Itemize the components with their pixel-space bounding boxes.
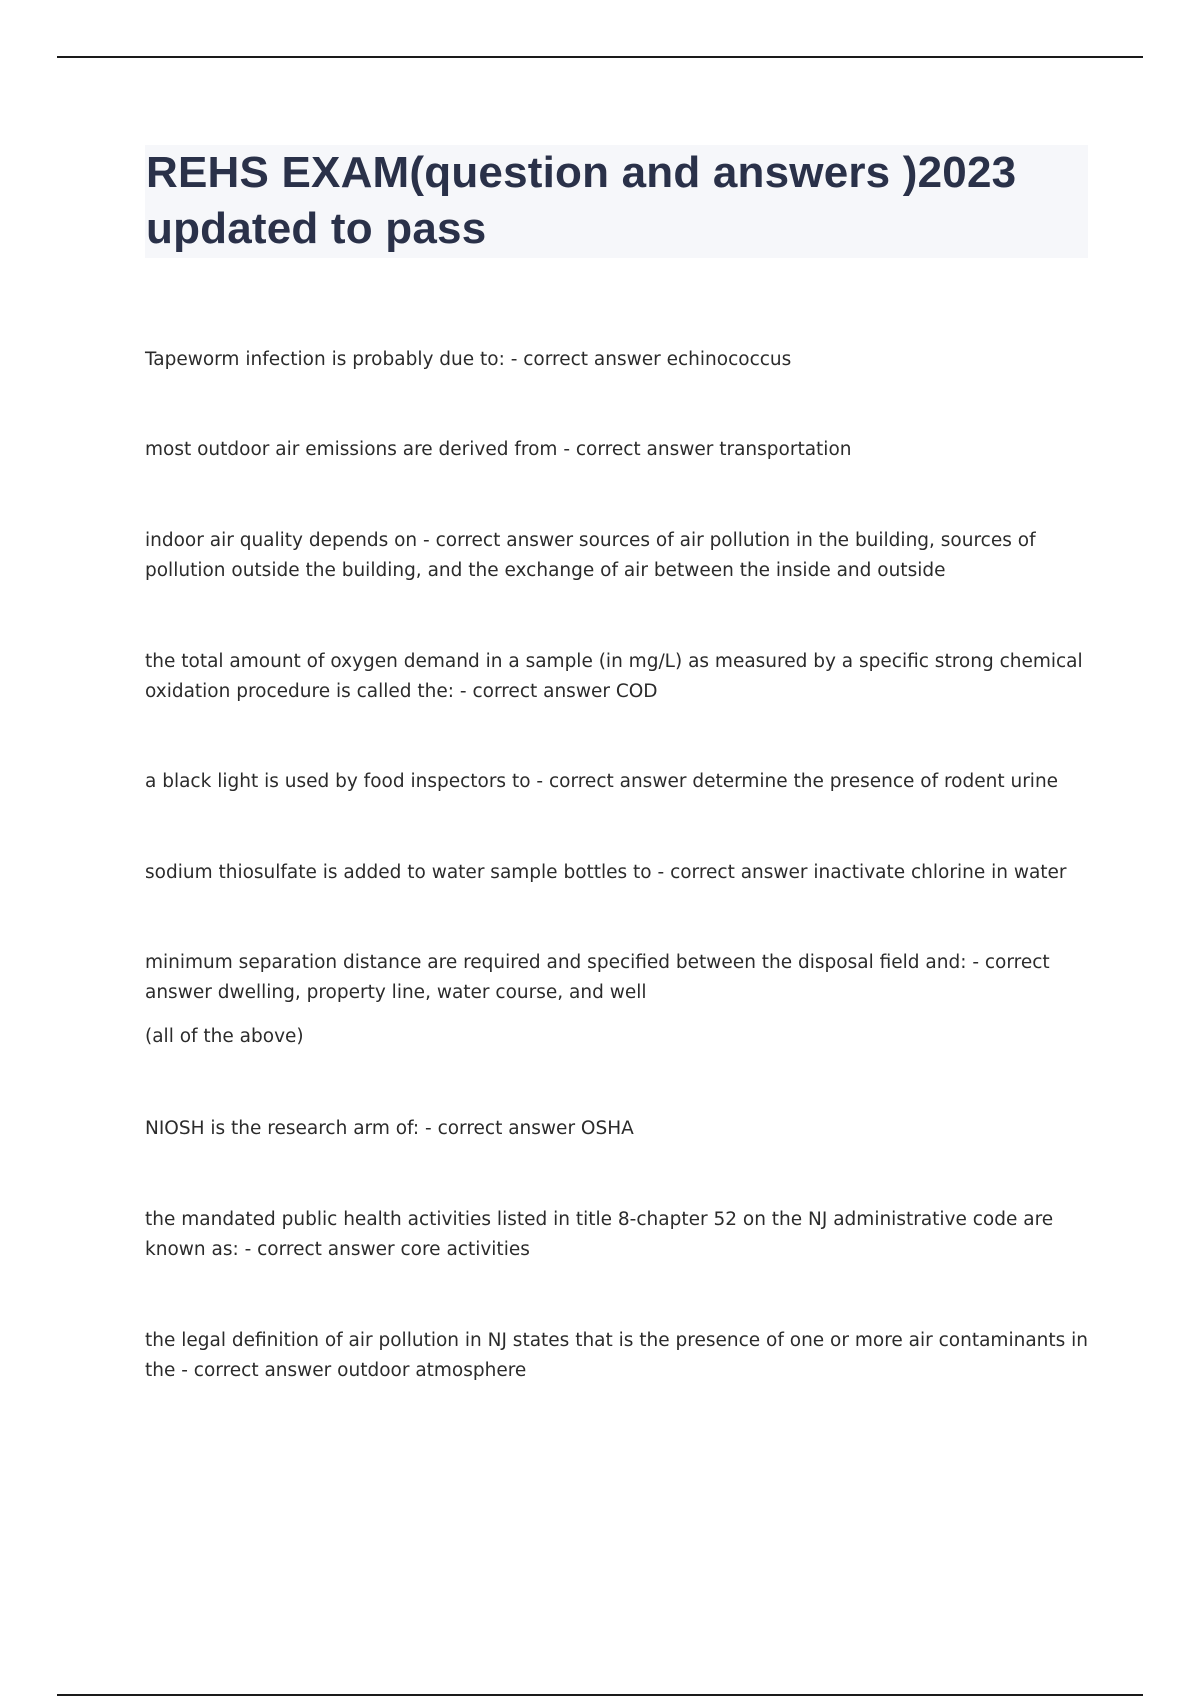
qa-item-3 [145, 526, 1100, 586]
qa-item-2 [145, 435, 1100, 465]
qa-item-text: minimum separation distance are required and specified between the disposal field and: - correct answer dwelling, property line, water course, and well [145, 952, 1050, 1003]
qa-item-text: indoor air quality depends on - correct answer sources of air pollution in the building, sources of pollution outside the building, and the exchange of air between the inside and outside [145, 530, 1036, 581]
title-block [145, 145, 1088, 258]
qa-item-8 [145, 1114, 1100, 1144]
bottom-rule [57, 1694, 1143, 1696]
qa-item-text: the total amount of oxygen demand in a sample (in mg/L) as measured by a specific strong chemical oxidation procedure is called the: - correct answer COD [145, 651, 1083, 702]
qa-item-text: Tapeworm infection is probably due to: - correct answer echinococcus [145, 349, 792, 370]
qa-item-text: most outdoor air emissions are derived from - correct answer transportation [145, 439, 852, 460]
qa-item-note: (all of the above) [145, 1026, 304, 1047]
qa-item-text: NIOSH is the research arm of: - correct answer OSHA [145, 1118, 634, 1139]
qa-item-text: sodium thiosulfate is added to water sample bottles to - correct answer inactivate chlorine in water [145, 862, 1067, 883]
qa-item-text: a black light is used by food inspectors to - correct answer determine the presence of rodent urine [145, 771, 1059, 792]
qa-item-5 [145, 767, 1100, 797]
qa-item-text: the legal definition of air pollution in NJ states that is the presence of one or more air contaminants in the - correct answer outdoor atmosphere [145, 1330, 1089, 1381]
document-title: REHS EXAM(question and answers )2023 updated to pass [146, 148, 1017, 253]
top-rule [57, 56, 1143, 58]
qa-item-4 [145, 647, 1100, 707]
qa-item-9 [145, 1205, 1100, 1265]
qa-item-10 [145, 1326, 1100, 1386]
qa-item-6 [145, 858, 1100, 888]
qa-item-7 [145, 948, 1100, 1052]
qa-item-1 [145, 345, 1100, 375]
qa-item-text: the mandated public health activities listed in title 8-chapter 52 on the NJ administrative code are known as: - correct answer core activities [145, 1209, 1054, 1260]
